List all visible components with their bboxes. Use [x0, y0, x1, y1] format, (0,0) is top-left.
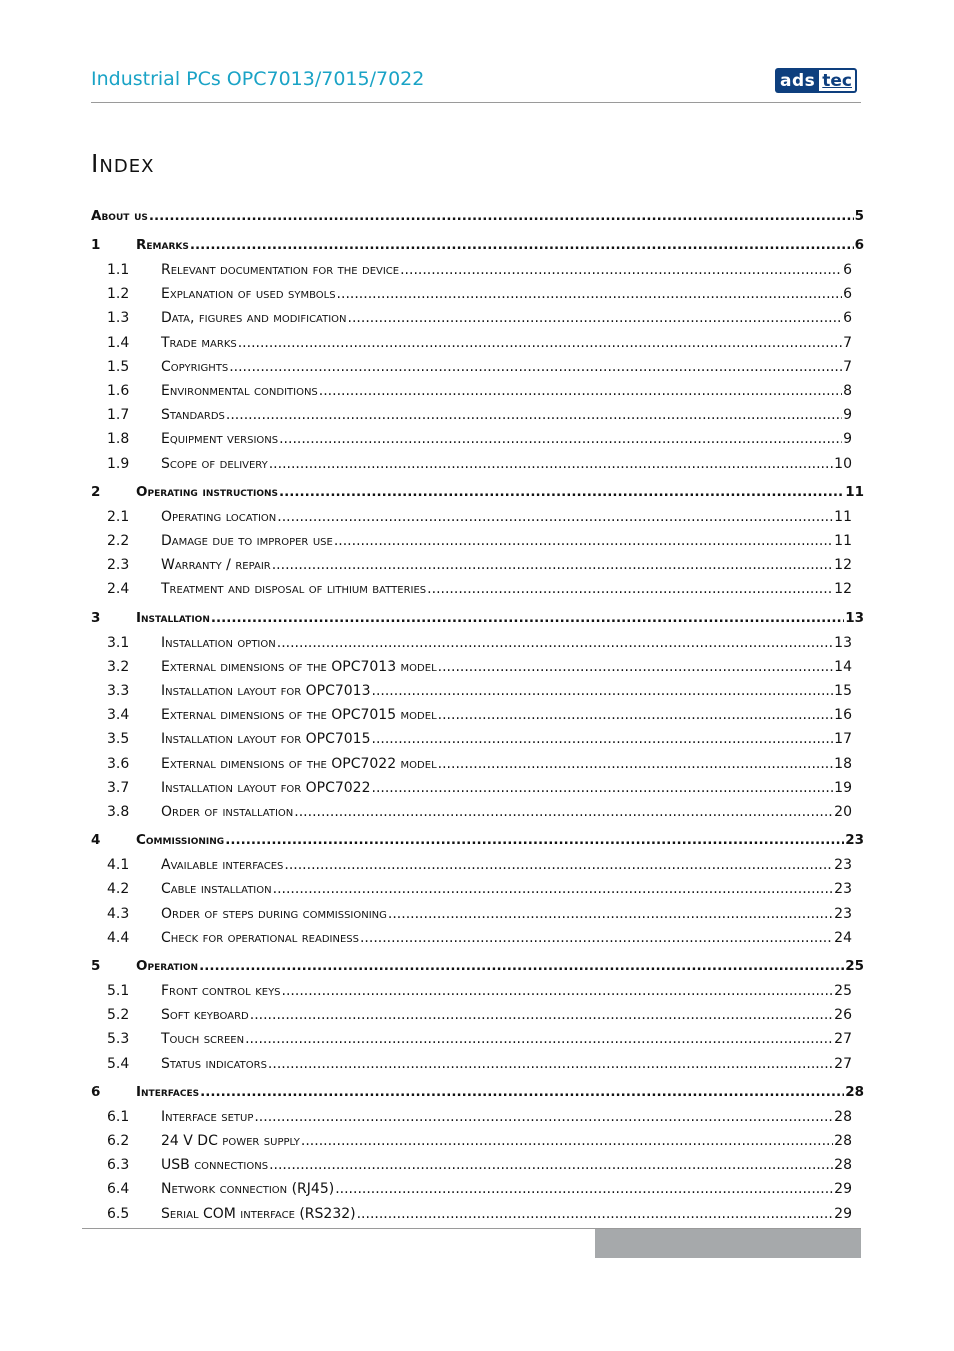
toc-dot-leader — [238, 335, 842, 351]
toc-entry-page-number: 7 — [843, 334, 852, 351]
toc-dot-leader — [360, 930, 833, 946]
toc-entry-page-number: 23 — [845, 832, 864, 849]
toc-entry-label: Installation layout for OPC7013 — [161, 683, 371, 699]
toc-entry-label: Remarks — [136, 237, 189, 253]
toc-entry-number-text: 1.3 — [107, 310, 130, 327]
toc-entry-label: Soft keyboard — [161, 1007, 249, 1024]
toc-entry-number — [91, 533, 161, 549]
toc-dot-leader — [388, 906, 833, 922]
toc-entry-number-text: 2.2 — [107, 533, 130, 549]
toc-entry-label: Available interfaces — [161, 857, 284, 874]
toc-entry-number-text: 1.6 — [107, 383, 130, 399]
toc-section-entry[interactable] — [91, 731, 852, 751]
toc-dot-leader — [279, 484, 844, 500]
toc-entry-page-number: 26 — [834, 1007, 852, 1024]
toc-entry-label: Standards — [161, 407, 225, 424]
toc-entry-number — [91, 509, 161, 525]
toc-section-entry[interactable] — [91, 1056, 852, 1076]
toc-dot-leader — [294, 804, 833, 820]
toc-entry-number — [91, 1181, 161, 1197]
toc-section-entry[interactable] — [91, 983, 852, 1003]
toc-entry-page-number: 9 — [843, 407, 852, 424]
toc-dot-leader — [269, 1157, 833, 1173]
toc-entry-number — [91, 707, 161, 723]
toc-entry-number-text: 2.1 — [107, 508, 130, 525]
toc-dot-leader — [269, 456, 833, 472]
toc-section-entry[interactable] — [91, 804, 852, 824]
toc-entry-label: Copyrights — [161, 358, 229, 375]
toc-dot-leader — [372, 683, 834, 699]
toc-dot-leader — [190, 237, 854, 253]
toc-entry-label: Installation layout for OPC7015 — [161, 731, 371, 748]
toc-entry-label: Operating instructions — [136, 483, 279, 500]
toc-entry-number — [91, 756, 161, 772]
toc-entry-page-number: 9 — [843, 431, 852, 448]
toc-section-entry[interactable] — [91, 1007, 852, 1027]
toc-entry-page-number: 24 — [834, 929, 852, 946]
toc-dot-leader — [149, 208, 854, 224]
toc-entry-page-number: 28 — [845, 1083, 864, 1100]
toc-entry-number — [91, 1007, 161, 1023]
toc-entry-page-number: 19 — [834, 779, 852, 796]
toc-section-entry[interactable] — [91, 359, 852, 379]
toc-entry-page-number: 11 — [834, 508, 852, 525]
toc-section-entry[interactable] — [91, 881, 852, 901]
toc-entry-page-number: 12 — [834, 581, 852, 598]
toc-entry-label: Order of installation — [161, 804, 294, 820]
toc-dot-leader — [282, 983, 834, 999]
toc-entry-number-text: 6.4 — [107, 1181, 130, 1198]
toc-entry-label: Interfaces — [136, 1083, 200, 1100]
toc-section-entry[interactable] — [91, 756, 852, 776]
toc-dot-leader — [284, 857, 833, 873]
toc-entry-number — [91, 659, 161, 675]
toc-entry-number — [91, 1031, 161, 1047]
toc-entry-number — [91, 286, 161, 302]
toc-chapter-entry[interactable] — [91, 237, 864, 257]
toc-entry-number: 6 — [91, 1083, 101, 1100]
toc-entry-number: 5 — [91, 958, 101, 974]
toc-entry-number — [91, 1206, 161, 1222]
toc-entry-number — [91, 431, 161, 447]
toc-section-entry[interactable] — [91, 930, 852, 950]
toc-chapter-entry[interactable] — [91, 484, 864, 504]
toc-entry-page-number: 29 — [834, 1181, 852, 1198]
toc-dot-leader — [438, 659, 834, 675]
toc-entry-page-number: 28 — [834, 1133, 852, 1149]
toc-dot-leader — [245, 1031, 833, 1047]
toc-entry-page-number: 6 — [854, 237, 864, 253]
toc-section-entry[interactable] — [91, 707, 852, 727]
toc-entry-number-text: 5.1 — [107, 983, 130, 999]
document-header-title: Industrial PCs OPC7013/7015/7022 — [91, 68, 425, 90]
toc-entry-label: 24 V DC power supply — [161, 1133, 300, 1149]
toc-entry-number-text: 4.2 — [107, 881, 130, 898]
toc-entry-label: Operating location — [161, 508, 277, 525]
toc-entry-label: Explanation of used symbols — [161, 286, 336, 303]
toc-entry-label: Installation layout for OPC7022 — [161, 779, 371, 796]
toc-entry-label: External dimensions of the OPC7013 model — [161, 658, 437, 675]
toc-entry-page-number: 13 — [845, 609, 864, 626]
toc-entry-label: External dimensions of the OPC7015 model — [161, 707, 437, 724]
toc-entry-label: Status indicators — [161, 1055, 267, 1072]
toc-entry-number-text: 1.4 — [107, 334, 130, 351]
toc-dot-leader — [199, 958, 844, 974]
toc-dot-leader — [400, 262, 842, 278]
toc-entry-number — [91, 635, 161, 651]
toc-entry-page-number: 5 — [854, 208, 864, 224]
toc-dot-leader — [337, 286, 843, 302]
toc-entry-label: Environmental conditions — [161, 383, 318, 399]
toc-entry-page-number: 6 — [843, 286, 852, 303]
toc-entry-label: USB connections — [161, 1157, 269, 1174]
toc-entry-page-number: 23 — [834, 881, 852, 898]
toc-entry-number — [91, 456, 161, 472]
toc-entry-page-number: 16 — [834, 707, 852, 724]
toc-chapter-entry[interactable] — [91, 958, 864, 978]
toc-entry-number-text: 1.5 — [107, 358, 130, 375]
toc-dot-leader — [277, 509, 833, 525]
toc-dot-leader — [301, 1133, 833, 1149]
toc-chapter-entry[interactable] — [91, 208, 864, 228]
toc-entry-label: Cable installation — [161, 881, 272, 898]
toc-entry-number — [91, 1056, 161, 1072]
toc-entry-page-number: 27 — [834, 1055, 852, 1072]
toc-section-entry[interactable] — [91, 509, 852, 529]
toc-entry-label: Front control keys — [161, 983, 281, 999]
toc-section-entry[interactable] — [91, 635, 852, 655]
toc-entry-number — [91, 731, 161, 747]
toc-entry-page-number: 6 — [843, 262, 852, 278]
toc-entry-page-number: 12 — [834, 557, 852, 574]
adstec-logo — [775, 68, 859, 93]
toc-entry-label: Touch screen — [161, 1031, 245, 1048]
toc-entry-number-text: 6.3 — [107, 1157, 130, 1174]
toc-chapter-entry[interactable] — [91, 1084, 864, 1104]
toc-entry-number-text: 3.2 — [107, 658, 130, 675]
toc-entry-label: Treatment and disposal of lithium batteries — [161, 581, 427, 598]
toc-section-entry[interactable] — [91, 1181, 852, 1201]
toc-entry-number-text: 5.3 — [107, 1031, 130, 1048]
toc-entry-label: Warranty / repair — [161, 557, 271, 574]
toc-dot-leader — [372, 780, 834, 796]
toc-entry-number — [91, 1109, 161, 1125]
toc-entry-page-number: 28 — [834, 1157, 852, 1174]
toc-entry-page-number: 14 — [834, 658, 852, 675]
toc-section-entry[interactable] — [91, 780, 852, 800]
toc-entry-label: Trade marks — [161, 334, 237, 351]
toc-entry-number-text: 3.1 — [107, 634, 130, 651]
toc-entry-number-text: 3.5 — [107, 731, 130, 748]
toc-entry-page-number: 20 — [834, 804, 852, 820]
toc-entry-page-number: 23 — [834, 857, 852, 874]
toc-dot-leader — [277, 635, 833, 651]
toc-section-entry[interactable] — [91, 335, 852, 355]
toc-entry-label: Scope of delivery — [161, 455, 268, 472]
toc-entry-page-number: 11 — [845, 483, 864, 500]
toc-entry-number: 1 — [91, 237, 101, 253]
toc-chapter-entry[interactable] — [91, 610, 864, 630]
toc-entry-number — [91, 383, 161, 399]
toc-entry-page-number: 23 — [834, 905, 852, 922]
toc-entry-number-text: 1.9 — [107, 455, 130, 472]
toc-entry-number — [91, 310, 161, 326]
toc-entry-number-text: 3.4 — [107, 707, 130, 724]
toc-entry-number — [91, 930, 161, 946]
toc-entry-number-text: 3.7 — [107, 779, 130, 796]
toc-section-entry[interactable] — [91, 1031, 852, 1051]
toc-entry-number-text: 1.7 — [107, 407, 130, 424]
toc-entry-number — [91, 557, 161, 573]
toc-entry-number — [91, 581, 161, 597]
toc-section-entry[interactable] — [91, 906, 852, 926]
toc-entry-number-text: 6.2 — [107, 1133, 130, 1149]
toc-entry-page-number: 8 — [843, 383, 852, 399]
toc-entry-number — [91, 906, 161, 922]
toc-entry-label: Damage due to improper use — [161, 533, 333, 549]
toc-entry-number-text: 4.1 — [107, 857, 130, 874]
toc-dot-leader — [438, 756, 834, 772]
toc-entry-number-text: 2.3 — [107, 557, 130, 574]
toc-dot-leader — [438, 707, 834, 723]
toc-entry-number-text: 3.3 — [107, 683, 130, 699]
toc-entry-number — [91, 983, 161, 999]
toc-section-entry[interactable] — [91, 383, 852, 403]
toc-entry-page-number: 11 — [834, 533, 852, 549]
toc-entry-number-text: 2.4 — [107, 581, 130, 598]
toc-section-entry[interactable] — [91, 456, 852, 476]
toc-section-entry[interactable] — [91, 659, 852, 679]
toc-entry-page-number: 18 — [834, 755, 852, 772]
toc-section-entry[interactable] — [91, 1157, 852, 1177]
toc-section-entry[interactable] — [91, 286, 852, 306]
toc-entry-number — [91, 1133, 161, 1149]
toc-entry-number: 2 — [91, 483, 101, 500]
toc-entry-page-number: 17 — [834, 731, 852, 748]
toc-dot-leader — [357, 1206, 834, 1222]
toc-entry-number-text: 3.6 — [107, 755, 130, 772]
toc-dot-leader — [335, 1181, 833, 1197]
toc-entry-number-text: 3.8 — [107, 804, 130, 820]
toc-entry-number — [91, 804, 161, 820]
toc-dot-leader — [372, 731, 834, 747]
toc-dot-leader — [279, 431, 842, 447]
toc-dot-leader — [319, 383, 842, 399]
toc-dot-leader — [334, 533, 833, 549]
toc-section-entry[interactable] — [91, 557, 852, 577]
toc-entry-number — [91, 683, 161, 699]
toc-entry-label: Check for operational readiness — [161, 929, 359, 946]
toc-entry-number-text: 4.4 — [107, 929, 130, 946]
toc-entry-number — [91, 262, 161, 278]
toc-entry-number-text: 1.1 — [107, 262, 130, 278]
toc-dot-leader — [273, 881, 834, 897]
toc-entry-label: Installation option — [161, 634, 276, 651]
toc-dot-leader — [225, 832, 844, 848]
toc-dot-leader — [211, 610, 844, 626]
toc-entry-label: Serial COM interface (RS232) — [161, 1205, 356, 1222]
toc-entry-label: Equipment versions — [161, 431, 279, 448]
footer-bar — [595, 1229, 861, 1258]
toc-dot-leader — [229, 359, 842, 375]
toc-entry-number — [91, 335, 161, 351]
toc-entry-page-number: 15 — [834, 683, 852, 699]
toc-entry-page-number: 29 — [834, 1205, 852, 1222]
toc-dot-leader — [348, 310, 843, 326]
toc-entry-number — [91, 1157, 161, 1173]
toc-dot-leader — [268, 1056, 833, 1072]
toc-entry-number-text: 6.1 — [107, 1108, 130, 1125]
toc-section-entry[interactable] — [91, 1109, 852, 1129]
toc-entry-number — [91, 881, 161, 897]
toc-section-entry[interactable] — [91, 683, 852, 703]
toc-entry-number-text: 5.4 — [107, 1055, 130, 1072]
toc-dot-leader — [250, 1007, 833, 1023]
toc-entry-number-text: 1.2 — [107, 286, 130, 303]
toc-entry-label: About us — [91, 208, 148, 224]
toc-entry-number-text: 5.2 — [107, 1007, 130, 1024]
toc-entry-label: Interface setup — [161, 1108, 254, 1125]
toc-section-entry[interactable] — [91, 407, 852, 427]
toc-entry-number-text: 1.8 — [107, 431, 130, 448]
toc-section-entry[interactable] — [91, 857, 852, 877]
toc-dot-leader — [254, 1109, 833, 1125]
toc-entry-page-number: 25 — [834, 983, 852, 999]
toc-entry-number: 4 — [91, 832, 101, 849]
toc-entry-label: External dimensions of the OPC7022 model — [161, 755, 437, 772]
toc-entry-number-text: 4.3 — [107, 905, 130, 922]
toc-entry-page-number: 6 — [843, 310, 852, 327]
header-divider — [91, 102, 861, 103]
toc-section-entry[interactable] — [91, 581, 852, 601]
toc-entry-label: Network connection (RJ45) — [161, 1181, 335, 1198]
toc-entry-page-number: 13 — [834, 634, 852, 651]
toc-section-entry[interactable] — [91, 1206, 852, 1226]
logo-tec-text: tec — [819, 68, 857, 93]
toc-entry-label: Order of steps during commissioning — [161, 905, 387, 922]
toc-entry-number — [91, 780, 161, 796]
toc-entry-label: Relevant documentation for the device — [161, 262, 400, 278]
toc-section-entry[interactable] — [91, 262, 852, 282]
toc-entry-page-number: 7 — [843, 358, 852, 375]
toc-entry-number-text: 6.5 — [107, 1205, 130, 1222]
toc-section-entry[interactable] — [91, 431, 852, 451]
toc-section-entry[interactable] — [91, 533, 852, 553]
toc-entry-label: Operation — [136, 958, 199, 974]
toc-dot-leader — [200, 1084, 844, 1100]
toc-entry-page-number: 25 — [845, 958, 864, 974]
toc-entry-page-number: 27 — [834, 1031, 852, 1048]
toc-dot-leader — [272, 557, 833, 573]
toc-entry-label: Data, figures and modification — [161, 310, 347, 327]
toc-entry-number — [91, 407, 161, 423]
toc-chapter-entry[interactable] — [91, 832, 864, 852]
toc-entry-label: Installation — [136, 609, 210, 626]
toc-entry-number — [91, 857, 161, 873]
toc-entry-page-number: 10 — [834, 455, 852, 472]
toc-dot-leader — [427, 581, 833, 597]
toc-section-entry[interactable] — [91, 310, 852, 330]
toc-dot-leader — [226, 407, 842, 423]
toc-entry-number: 3 — [91, 609, 101, 626]
toc-entry-page-number: 28 — [834, 1108, 852, 1125]
toc-section-entry[interactable] — [91, 1133, 852, 1153]
toc-entry-number — [91, 359, 161, 375]
logo-ads-text: ads — [775, 68, 819, 93]
toc-entry-label: Commissioning — [136, 832, 225, 849]
page-title: Index — [91, 148, 155, 178]
